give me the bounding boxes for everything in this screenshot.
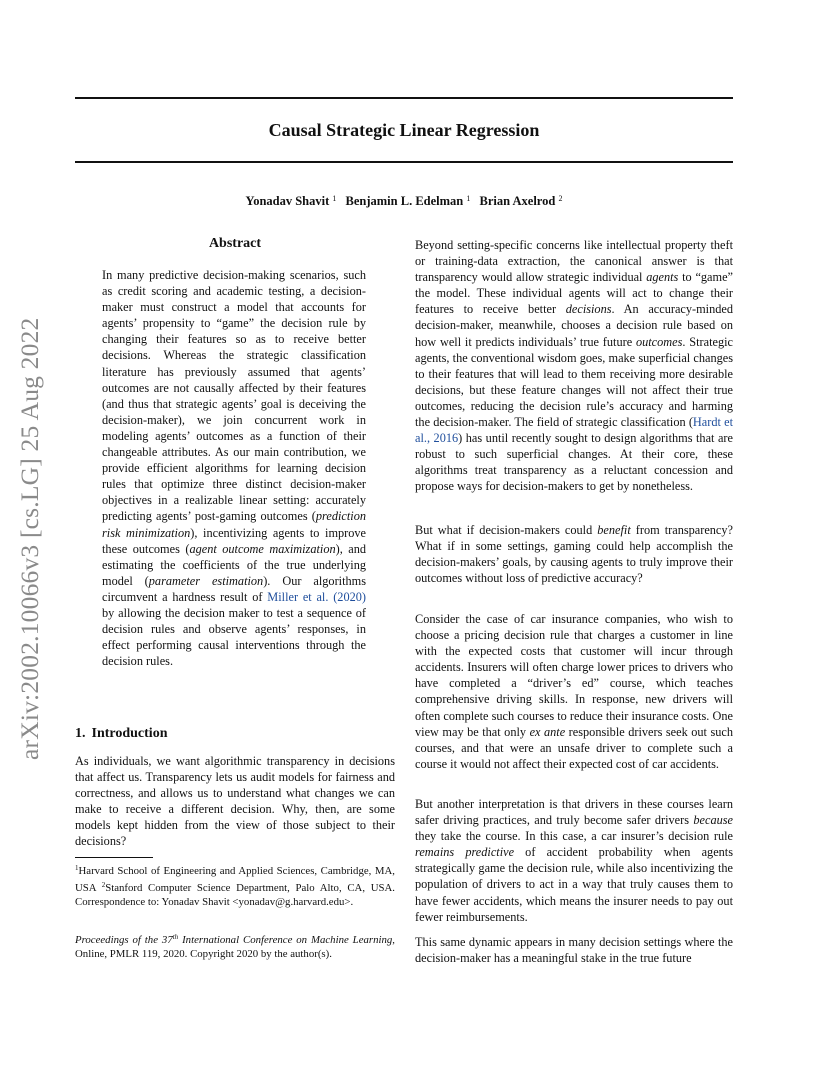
body-paragraph: Beyond setting-specific concerns like intellectual property theft or training-data extraction, the canonical answer is that transparency would allow strategic individual agents to “game” the model. These individual agents will act to change their features to receive better decisions. An accuracy-minded decision-maker, meanwhile, chooses a decision rule based on how well it predicts individuals’ true future outcomes. Strategic agents, the conventional wisdom goes, make superficial changes to their features that will lead to them receiving more desirable decisions, but these feature changes will not affect their true outcomes, reducing the decision rule’s accuracy and harming the decision-maker. The field of strategic classification (Hardt et al., 2016) has until recently sought to design algorithms that are robust to such superficial changes. At their core, these algorithms treat transparency as a reluctant concession and propose ways for decision-makers to get by nonetheless. <box>415 238 733 494</box>
body-paragraph: Consider the case of car insurance companies, who wish to choose a pricing decision rule that charges a customer in line with the expected costs that customer will incur through accidents. Insurers will often charge lower prices to drivers who have completed a “driver’s ed” course, which teaches comprehensive driving skills. In response, new drivers will often complete such courses to reduce their insurance costs. One view may be that only ex ante responsible drivers seek out such courses, and that were an unsafe driver to complete such a course it would not affect their expected cost of car accidents. <box>415 612 733 771</box>
paper-title: Causal Strategic Linear Regression <box>268 120 540 140</box>
footnote: $^1$Harvard School of Engineering and Applied Sciences, Cambridge, MA, USA $^2$Stanford Computer Science Department, Palo Alto, CA, USA. Correspondence to: Yonadav Shavit <yonadav@g.harvard.edu>. <box>75 864 396 909</box>
body-paragraph: This same dynamic appears in many decision settings where the decision-maker has a meaningful stake in the true future <box>415 935 733 966</box>
author: Brian Axelrod $^2$ <box>479 194 563 208</box>
title-bottom-rule <box>75 161 733 163</box>
author-list <box>75 191 733 209</box>
body-paragraph: But another interpretation is that drivers in these courses learn safer driving practices, and truly become safer drivers because they take the course. In this case, a car insurer’s decision rule remains predictive of accident probability when agents strategically game the decision rule, while also incentivizing the population of drivers to act in a way that truly causes them to have fewer accidents, which means the insurer needs to pay out fewer reimbursements. <box>415 797 733 924</box>
author: Yonadav Shavit $^1$ <box>245 194 337 208</box>
top-rule <box>75 97 733 99</box>
arxiv-identifier: arXiv:2002.10066v3 [cs.LG] 25 Aug 2022 <box>15 317 44 760</box>
intro-paragraph: As individuals, we want algorithmic transparency in decisions that affect us. Transparency lets us audit models for fairness and correctness, and allows us to understand what changes we can make to receive a different decision. Why, then, are some models kept hidden from the view of those subject to their decisions? <box>75 754 395 849</box>
body-paragraph: But what if decision-makers could benefit from transparency? What if in some settings, gaming could help accomplish the decision-makers’ goals, by causing agents to truly improve their outcomes without loss of predictive accuracy? <box>415 523 734 586</box>
footnote-rule <box>75 857 153 858</box>
abstract-body: In many predictive decision-making scenarios, such as credit scoring and academic testing, a decision-maker must construct a model that accounts for agents’ propensity to “game” the decision rule by changing their features so as to receive better decisions. Whereas the strategic classification literature has previously assumed that agents’ outcomes are not causally affected by their features (and thus that strategic agents’ goal is deceiving the decision-maker), we join concurrent work in modeling agents’ outcomes as a function of their changeable attributes. As our main contribution, we provide efficient algorithms for learning decision rules that optimize three distinct decision-maker objectives in a realizable linear setting: accurately predicting agents’ post-gaming outcomes (prediction risk minimization), incentivizing agents to improve these outcomes (agent outcome maximization), and estimating the coefficients of the true underlying model (parameter estimation). Our algorithms circumvent a hardness result of Miller et al. (2020) by allowing the decision maker to test a sequence of decision rules and observe agents’ responses, in effect performing causal interventions through the decision rules. <box>102 268 367 669</box>
abstract-heading: Abstract <box>208 236 262 251</box>
proceedings-note: Proceedings of the 37th International Conference on Machine Learning, Online, PMLR 119, 2020. Copyright 2020 by the author(s). <box>75 933 395 961</box>
author: Benjamin L. Edelman $^1$ <box>345 194 471 208</box>
citation-link[interactable]: Miller et al. (2020) <box>267 589 366 604</box>
citation-link[interactable]: Hardt et al., 2016 <box>415 415 733 446</box>
section-heading-introduction: 1. Introduction <box>75 726 168 741</box>
